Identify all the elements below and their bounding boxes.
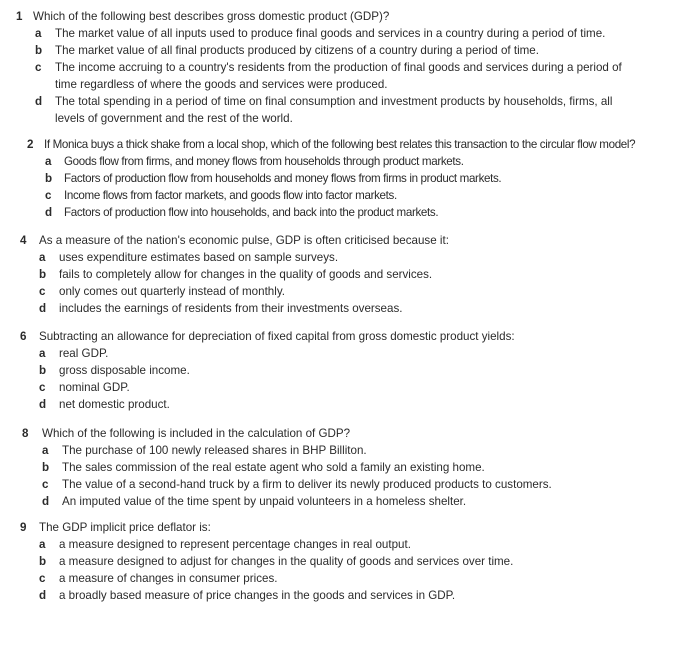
question-number: 6	[20, 330, 27, 343]
option-letter: d	[39, 398, 47, 411]
question-stem: Subtracting an allowance for depreciation of fixed capital from gross domestic product yields:	[39, 330, 515, 343]
option-letter: a	[45, 155, 52, 168]
option-text: An imputed value of the time spent by unpaid volunteers in a homeless shelter.	[62, 495, 467, 508]
option-text: The value of a second-hand truck by a firm to deliver its newly produced products to customers.	[62, 478, 552, 491]
question-stem: If Monica buys a thick shake from a local shop, which of the following best relates this transaction to the circular flow model?	[44, 138, 636, 151]
option-letter: c	[45, 189, 52, 202]
question-number: 2	[27, 138, 34, 151]
option-text-continuation: time regardless of where the goods and services were produced.	[55, 78, 388, 91]
option-text: The total spending in a period of time on final consumption and investment products by households, firms, all	[55, 95, 613, 108]
question-number: 9	[20, 521, 27, 534]
option-text: a broadly based measure of price changes in the goods and services in GDP.	[59, 589, 456, 602]
option-text: a measure designed to represent percentage changes in real output.	[59, 538, 411, 551]
option-letter: d	[39, 302, 47, 315]
option-text: Goods flow from firms, and money flows from households through product markets.	[64, 155, 464, 168]
option-text: The market value of all inputs used to produce final goods and services in a country during a period of time.	[55, 27, 606, 40]
option-letter: c	[35, 61, 42, 74]
option-text: Factors of production flow into households, and back into the product markets.	[64, 206, 439, 219]
option-letter: d	[39, 589, 47, 602]
option-text-continuation: levels of government and the rest of the world.	[55, 112, 293, 125]
option-letter: c	[39, 572, 46, 585]
option-letter: a	[39, 251, 46, 264]
option-text: Income flows from factor markets, and goods flow into factor markets.	[64, 189, 397, 202]
option-text: uses expenditure estimates based on sample surveys.	[59, 251, 339, 264]
option-letter: c	[39, 285, 46, 298]
option-letter: b	[45, 172, 52, 185]
question-number: 4	[20, 234, 27, 247]
option-text: net domestic product.	[59, 398, 170, 411]
option-text: The market value of all final products produced by citizens of a country during a period of time.	[55, 44, 539, 57]
option-text: The purchase of 100 newly released shares in BHP Billiton.	[62, 444, 367, 457]
question-number: 1	[16, 10, 23, 23]
option-letter: c	[42, 478, 49, 491]
question-number: 8	[22, 427, 29, 440]
option-letter: d	[35, 95, 43, 108]
option-letter: b	[39, 555, 47, 568]
option-text: gross disposable income.	[59, 364, 190, 377]
option-text: fails to completely allow for changes in the quality of goods and services.	[59, 268, 433, 281]
option-text: real GDP.	[59, 347, 109, 360]
question-stem: Which of the following is included in the calculation of GDP?	[42, 427, 351, 440]
option-text: a measure designed to adjust for changes in the quality of goods and services over time.	[59, 555, 514, 568]
option-letter: a	[35, 27, 42, 40]
option-letter: b	[39, 364, 47, 377]
option-letter: b	[42, 461, 50, 474]
option-text: The sales commission of the real estate agent who sold a family an existing home.	[62, 461, 485, 474]
option-text: includes the earnings of residents from their investments overseas.	[59, 302, 403, 315]
option-text: Factors of production flow from households and money flows from firms in product markets.	[64, 172, 502, 185]
option-text: only comes out quarterly instead of monthly.	[59, 285, 285, 298]
option-text: The income accruing to a country's residents from the production of final goods and services during a period of	[55, 61, 622, 74]
option-letter: b	[39, 268, 47, 281]
option-letter: d	[45, 206, 52, 219]
question-stem: Which of the following best describes gross domestic product (GDP)?	[33, 10, 390, 23]
option-letter: c	[39, 381, 46, 394]
option-letter: a	[42, 444, 49, 457]
question-stem: The GDP implicit price deflator is:	[39, 521, 211, 534]
option-letter: a	[39, 538, 46, 551]
option-text: a measure of changes in consumer prices.	[59, 572, 278, 585]
option-letter: b	[35, 44, 43, 57]
option-letter: d	[42, 495, 50, 508]
option-text: nominal GDP.	[59, 381, 130, 394]
question-stem: As a measure of the nation's economic pulse, GDP is often criticised because it:	[39, 234, 449, 247]
option-letter: a	[39, 347, 46, 360]
